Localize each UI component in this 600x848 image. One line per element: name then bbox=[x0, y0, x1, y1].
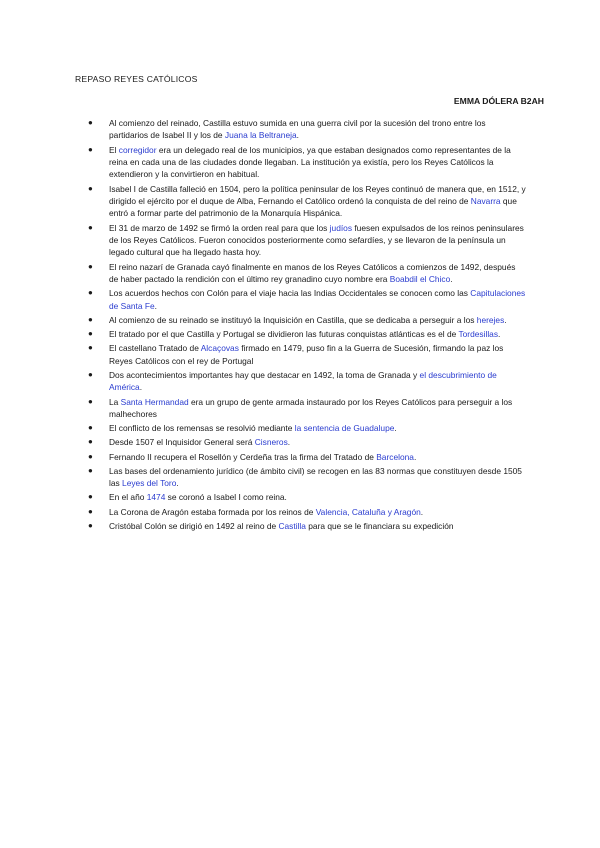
item-text: . bbox=[154, 300, 157, 311]
item-text: . bbox=[394, 423, 397, 434]
bullet-icon: ● bbox=[88, 222, 93, 232]
item-text: La bbox=[109, 396, 121, 407]
list-item bbox=[86, 328, 526, 340]
item-text: . bbox=[413, 451, 417, 462]
list-item bbox=[86, 144, 526, 181]
item-text: El 31 de marzo de 1492 se firmó la orden real para que los bbox=[109, 222, 330, 233]
list-item bbox=[86, 117, 526, 142]
bullet-icon: ● bbox=[88, 492, 93, 502]
bullet-icon: ● bbox=[88, 396, 93, 406]
list-item bbox=[86, 369, 526, 394]
bullet-icon: ● bbox=[88, 520, 93, 530]
bullet-list bbox=[86, 117, 526, 534]
item-text: para que se le financiara su expedición bbox=[305, 520, 454, 531]
item-text: era un grupo de gente armada instaurado por los Reyes Católicos para perseguir a los malhechores bbox=[109, 396, 513, 419]
bullet-icon: ● bbox=[88, 506, 93, 516]
item-text: Fernando II recupera el Rosellón y Cerdeña tras la firma del Tratado de bbox=[109, 451, 377, 462]
bullet-icon: ● bbox=[88, 465, 93, 475]
hyperlink[interactable]: Alcaçovas bbox=[200, 343, 239, 354]
item-text: . bbox=[420, 506, 424, 517]
bullet-icon: ● bbox=[88, 369, 93, 379]
hyperlink[interactable]: corregidor bbox=[118, 144, 157, 155]
item-text: . bbox=[296, 130, 299, 141]
item-text: Desde 1507 el Inquisidor General será bbox=[109, 437, 255, 448]
document-title: REPASO REYES CATÓLICOS bbox=[75, 74, 198, 84]
item-text: El castellano Tratado de bbox=[109, 343, 201, 354]
bullet-icon: ● bbox=[88, 437, 93, 447]
item-text: Cristóbal Colón se dirigió en 1492 al reino de bbox=[109, 520, 279, 531]
item-text: El reino nazarí de Granada cayó finalmente en manos de los Reyes Católicos a comienzos de 1492, después de haber pactado la rendición con el último rey granadino cuyo nombre era bbox=[109, 261, 516, 285]
list-item bbox=[86, 261, 526, 286]
hyperlink[interactable]: el descubrimiento de América bbox=[109, 369, 497, 393]
item-text: . bbox=[504, 314, 507, 325]
list-item bbox=[86, 520, 526, 532]
item-text: se coronó a Isabel I como reina. bbox=[165, 492, 287, 503]
item-text: . bbox=[498, 329, 501, 340]
list-item bbox=[86, 342, 526, 367]
item-text: El bbox=[109, 144, 119, 155]
item-text: era un delegado real de los municipios, ya que estaban designados como representantes de la reina en cada una de las ciudades donde llegaban. La institución ya existía, pero los Reyes Católicos la extendieron y la convirtieron en habitual. bbox=[109, 144, 511, 180]
list-item bbox=[86, 222, 526, 259]
bullet-icon: ● bbox=[88, 144, 93, 154]
hyperlink[interactable]: 1474 bbox=[146, 492, 166, 503]
list-item bbox=[86, 436, 526, 448]
item-text: En el año bbox=[109, 492, 147, 503]
item-text: Al comienzo de su reinado se instituyó la Inquisición en Castilla, que se dedicaba a perseguir a los bbox=[109, 314, 477, 325]
list-item bbox=[86, 465, 526, 490]
hyperlink[interactable]: Navarra bbox=[470, 196, 501, 207]
hyperlink[interactable]: Cisneros bbox=[254, 437, 288, 448]
bullet-icon: ● bbox=[88, 423, 93, 433]
hyperlink[interactable]: Boabdil el Chico bbox=[389, 274, 451, 285]
bullet-icon: ● bbox=[88, 343, 93, 353]
item-text: El conflicto de los remensas se resolvió mediante bbox=[109, 423, 295, 434]
bullet-icon: ● bbox=[88, 118, 93, 127]
list-item bbox=[86, 491, 526, 503]
hyperlink[interactable]: Leyes del Toro bbox=[122, 478, 177, 489]
bullet-icon: ● bbox=[88, 451, 93, 461]
hyperlink[interactable]: herejes bbox=[476, 314, 505, 325]
hyperlink[interactable]: Barcelona bbox=[376, 451, 414, 462]
item-text: La Corona de Aragón estaba formada por los reinos de bbox=[109, 506, 316, 517]
hyperlink[interactable]: judíos bbox=[329, 222, 353, 233]
list-item bbox=[86, 287, 526, 312]
document-author: EMMA DÓLERA B2AH bbox=[453, 96, 544, 106]
item-text: Los acuerdos hechos con Colón para el viaje hacia las Indias Occidentales se conocen como las bbox=[109, 288, 471, 299]
item-text: . bbox=[287, 437, 291, 448]
item-text: Isabel I de Castilla falleció en 1504, pero la política peninsular de los Reyes continuó de manera que, en 1512, y dirigido el ejército por el duque de Alba, Fernando el Católico ordenó la conquista de del reino de bbox=[109, 183, 526, 207]
item-text: . bbox=[450, 274, 453, 285]
item-text: . bbox=[176, 478, 179, 489]
item-text: fuesen expulsados de los reinos peninsulares de los Reyes Católicos. Fueron conocidos posteriormente como sefardíes, y se llevaron de la península un legado cultural que ha llegado hasta hoy. bbox=[109, 222, 524, 258]
bullet-icon: ● bbox=[88, 288, 93, 298]
hyperlink[interactable]: Valencia, Cataluña y Aragón bbox=[315, 506, 421, 517]
hyperlink[interactable]: Santa Hermandad bbox=[120, 396, 189, 407]
hyperlink[interactable]: Capitulaciones de Santa Fe bbox=[109, 288, 526, 311]
bullet-icon: ● bbox=[88, 329, 93, 339]
item-text: . bbox=[139, 382, 143, 393]
bullet-icon: ● bbox=[88, 261, 93, 271]
list-item bbox=[86, 451, 526, 463]
item-text: Dos acontecimientos importantes hay que destacar en 1492, la toma de Granada y bbox=[109, 369, 420, 380]
item-text: Las bases del ordenamiento jurídico (de ámbito civil) se recogen en las 83 normas que constituyen desde 1505 las bbox=[109, 465, 522, 489]
list-item bbox=[86, 396, 526, 421]
hyperlink[interactable]: Juana la Beltraneja bbox=[224, 130, 297, 141]
list-item bbox=[86, 183, 526, 220]
bullet-icon: ● bbox=[88, 183, 93, 193]
hyperlink[interactable]: Castilla bbox=[278, 520, 306, 531]
item-text: que entró a formar parte del patrimonio de la Monarquía Hispánica. bbox=[109, 196, 517, 219]
list-item bbox=[86, 314, 526, 326]
item-text: firmado en 1479, puso fin a la Guerra de Sucesión, firmando la paz los Reyes Católicos con el rey de Portugal bbox=[109, 343, 504, 366]
list-item bbox=[86, 506, 526, 518]
list-item bbox=[86, 422, 526, 434]
hyperlink[interactable]: Tordesillas bbox=[458, 329, 499, 340]
hyperlink[interactable]: la sentencia de Guadalupe bbox=[294, 423, 395, 434]
item-text: Al comienzo del reinado, Castilla estuvo sumida en una guerra civil por la sucesión del trono entre los partidarios de Isabel II y los de bbox=[109, 118, 486, 141]
bullet-icon: ● bbox=[88, 314, 93, 324]
item-text: El tratado por el que Castilla y Portugal se dividieron las futuras conquistas atlánticas es el de bbox=[109, 329, 459, 340]
